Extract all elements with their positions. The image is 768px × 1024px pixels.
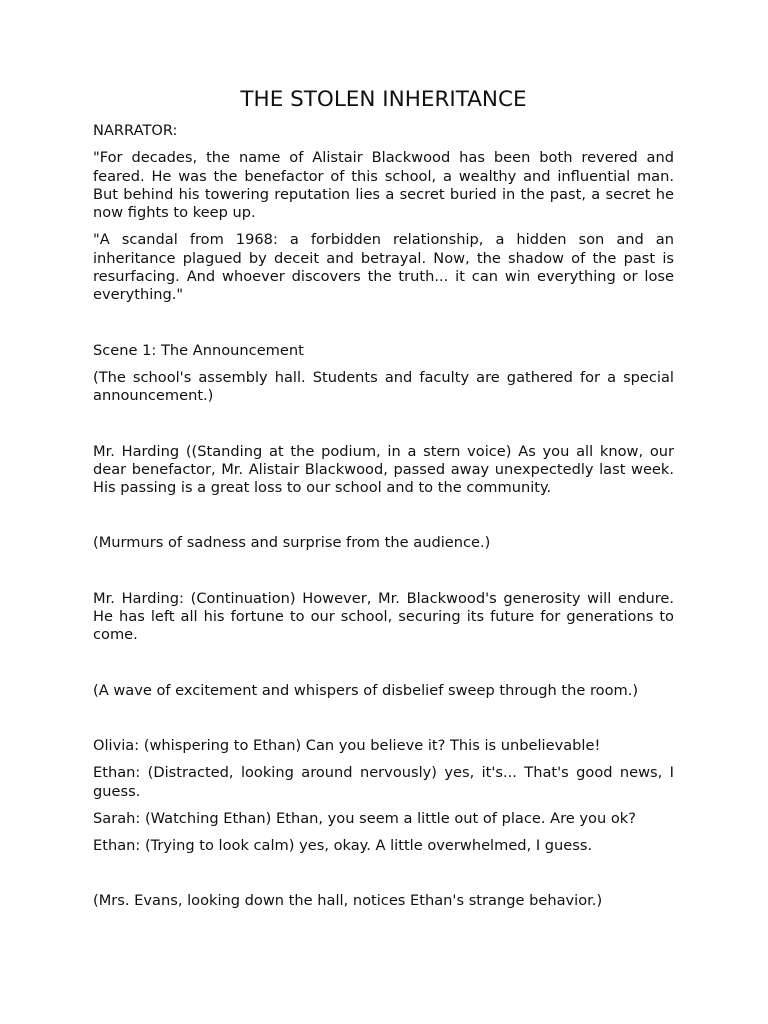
dialogue-line: Ethan: (Trying to look calm) yes, okay. A little overwhelmed, I guess.	[93, 837, 593, 855]
dialogue-line: Olivia: (whispering to Ethan) Can you believe it? This is unbelievable!	[93, 736, 601, 754]
dialogue-line: Sarah: (Watching Ethan) Ethan, you seem a little out of place. Are you ok?	[93, 809, 636, 827]
dialogue-line: Mr. Harding: (Continuation) However, Mr. Blackwood's generosity will endure. He has left all his fortune to our school, securing its future for generations to come.	[93, 589, 674, 644]
document-page	[93, 84, 674, 911]
scene-heading: Scene 1: The Announcement	[93, 341, 304, 359]
dialogue-line: Mr. Harding ((Standing at the podium, in a stern voice) As you all know, our dear benefactor, Mr. Alistair Blackwood, passed away unexpectedly last week. His passing is a great loss to our school and to the community.	[93, 442, 674, 497]
stage-direction: (The school's assembly hall. Students and faculty are gathered for a special announcement.)	[93, 368, 674, 405]
speaker-narrator: NARRATOR:	[93, 122, 178, 139]
narration-paragraph-1: "For decades, the name of Alistair Blackwood has been both revered and feared. He was the benefactor of this school, a wealthy and influential man. But behind his towering reputation lies a secret buried in the past, a secret he now fights to keep up.	[93, 149, 674, 222]
dialogue-line: Ethan: (Distracted, looking around nervously) yes, it's... That's good news, I guess.	[93, 764, 674, 800]
document-title: THE STOLEN INHERITANCE	[240, 87, 527, 112]
stage-direction: (A wave of excitement and whispers of disbelief sweep through the room.)	[93, 681, 639, 699]
narration-paragraph-2: "A scandal from 1968: a forbidden relationship, a hidden son and an inheritance plagued by deceit and betrayal. Now, the shadow of the past is resurfacing. And whoever discovers the truth... it can win everything or lose everything."	[93, 231, 674, 304]
stage-direction: (Murmurs of sadness and surprise from the audience.)	[93, 534, 491, 552]
stage-direction: (Mrs. Evans, looking down the hall, notices Ethan's strange behavior.)	[93, 892, 603, 910]
